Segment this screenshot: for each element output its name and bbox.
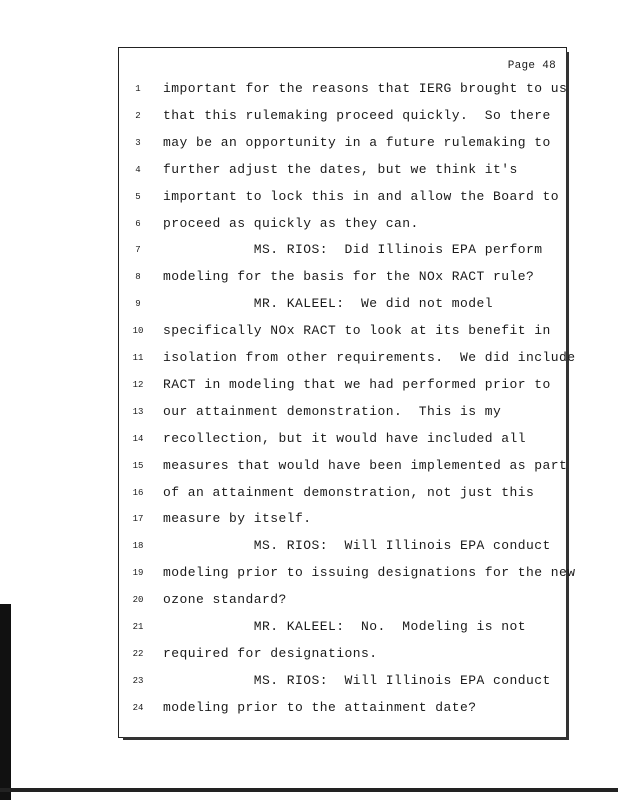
line-number: 11 bbox=[132, 353, 144, 363]
line-number: 16 bbox=[132, 487, 144, 498]
line-number: 20 bbox=[132, 595, 144, 606]
line-number: 3 bbox=[135, 137, 141, 148]
line-number: 19 bbox=[132, 568, 144, 579]
transcript-line: MS. RIOS: Will Illinois EPA conduct bbox=[163, 538, 551, 554]
line-number: 24 bbox=[132, 702, 144, 713]
line-number: 8 bbox=[135, 272, 141, 283]
transcript-line: RACT in modeling that we had performed prior to bbox=[163, 376, 551, 392]
transcript-line: MS. RIOS: Did Illinois EPA perform bbox=[163, 242, 543, 258]
transcript-line: important for the reasons that IERG brought to us bbox=[163, 81, 568, 96]
transcript-line: MR. KALEEL: We did not model bbox=[163, 296, 494, 312]
line-number: 23 bbox=[132, 675, 144, 686]
transcript-line: measures that would have been implemented as part bbox=[163, 457, 568, 473]
transcript-page-frame bbox=[118, 47, 567, 738]
line-number: 15 bbox=[132, 460, 144, 471]
line-number: 10 bbox=[132, 326, 144, 337]
transcript-line: further adjust the dates, but we think it's bbox=[163, 161, 518, 177]
page-edge-shadow-right bbox=[566, 52, 569, 740]
transcript-line: that this rulemaking proceed quickly. So there bbox=[163, 107, 551, 123]
transcript-line: ozone standard? bbox=[163, 592, 287, 608]
scan-edge-bottom bbox=[0, 788, 618, 792]
line-number: 12 bbox=[132, 379, 144, 390]
line-number: 13 bbox=[132, 406, 144, 417]
page-number: Page 48 bbox=[507, 60, 556, 72]
transcript-line: modeling prior to issuing designations for the new bbox=[163, 565, 576, 581]
line-number: 2 bbox=[135, 110, 141, 121]
line-number: 5 bbox=[135, 191, 141, 202]
transcript-line: required for designations. bbox=[163, 645, 378, 661]
line-number: 7 bbox=[135, 245, 141, 256]
transcript-line: of an attainment demonstration, not just this bbox=[163, 484, 535, 500]
transcript-line: MR. KALEEL: No. Modeling is not bbox=[163, 619, 527, 634]
transcript-line: recollection, but it would have included all bbox=[163, 430, 527, 446]
transcript-line: measure by itself. bbox=[163, 511, 312, 527]
line-number: 17 bbox=[132, 514, 144, 525]
transcript-line: important to lock this in and allow the Board to bbox=[163, 188, 560, 204]
scan-edge-left bbox=[0, 604, 11, 800]
line-number: 9 bbox=[135, 299, 141, 310]
transcript-line: our attainment demonstration. This is my bbox=[163, 403, 502, 419]
line-number: 21 bbox=[132, 622, 144, 632]
transcript-line: proceed as quickly as they can. bbox=[163, 215, 419, 231]
page-edge-shadow-bottom bbox=[123, 737, 569, 740]
line-number: 22 bbox=[132, 648, 144, 659]
transcript-line: isolation from other requirements. We did include bbox=[163, 350, 576, 365]
transcript-line: MS. RIOS: Will Illinois EPA conduct bbox=[163, 672, 551, 688]
line-number: 18 bbox=[132, 541, 144, 552]
transcript-line: modeling prior to the attainment date? bbox=[163, 699, 477, 715]
line-number: 1 bbox=[135, 84, 141, 94]
transcript-line: specifically NOx RACT to look at its benefit in bbox=[163, 323, 551, 339]
line-number: 4 bbox=[135, 164, 141, 175]
line-number: 14 bbox=[132, 433, 144, 444]
line-number: 6 bbox=[135, 218, 141, 229]
transcript-line: may be an opportunity in a future rulemaking to bbox=[163, 134, 551, 150]
transcript-line: modeling for the basis for the NOx RACT rule? bbox=[163, 269, 535, 285]
